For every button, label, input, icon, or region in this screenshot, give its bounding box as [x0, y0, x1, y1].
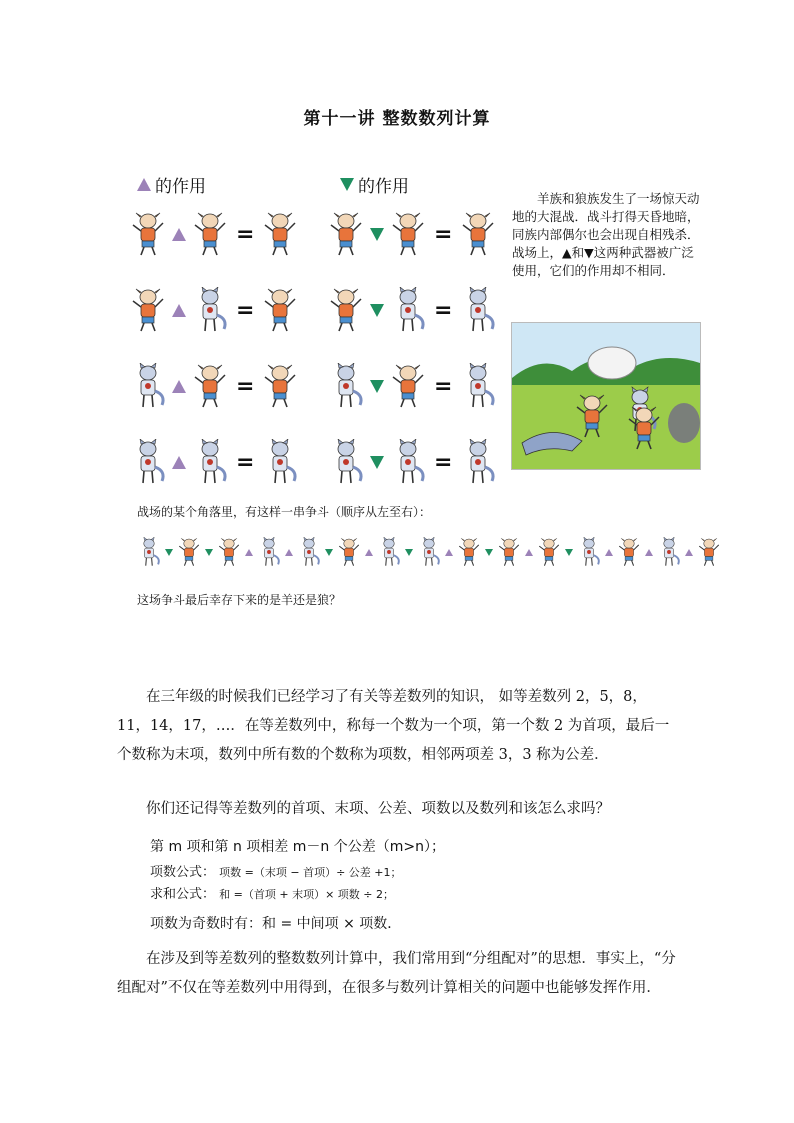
triangle-up-icon — [525, 549, 533, 556]
triangle-down-icon — [370, 228, 384, 241]
rule-row — [326, 436, 498, 488]
sheep-icon — [326, 287, 366, 333]
wolf-icon — [388, 287, 428, 333]
equals-sign: = — [434, 297, 453, 323]
story-text: 羊族和狼族发生了一场惊天动地的大混战．战斗打得天昏地暗，同族内部偶尔也会出现自相残杀．战场上，▲和▼这两种武器被广泛使用，它们的作用却不相同． — [512, 191, 700, 278]
sheep-icon — [216, 537, 242, 567]
sheep-icon — [616, 537, 642, 567]
sheep-icon — [190, 363, 230, 409]
wolf-icon — [576, 537, 602, 567]
triangle-down-icon — [325, 549, 333, 556]
wolf-icon — [388, 439, 428, 485]
formula-difference: 第 m 项和第 n 项相差 m－n 个公差（m>n）； — [150, 839, 445, 855]
sheep-icon — [336, 537, 362, 567]
sheep-icon — [536, 537, 562, 567]
up-rules — [128, 208, 300, 488]
wolf-icon — [296, 537, 322, 567]
sheep-icon — [176, 537, 202, 567]
triangle-down-icon — [405, 549, 413, 556]
triangle-down-icon — [205, 549, 213, 556]
wolf-icon — [376, 537, 402, 567]
paragraph-grouping: 在涉及到等差数列的整数数列计算中，我们常用到“分组配对”的思想．事实上，“分组配对”不仅在等差数列中用得到，在很多与数列计算相关的问题中也能够发挥作用． — [117, 951, 676, 996]
triangle-down-icon — [370, 380, 384, 393]
equals-sign: = — [236, 449, 255, 475]
battle-scene-image — [512, 323, 700, 469]
sheep-icon — [388, 363, 428, 409]
sheep-icon — [496, 537, 522, 567]
formula-odd: 项数为奇数时有：和 = 中间项 × 项数． — [150, 916, 402, 932]
triangle-down-icon — [370, 456, 384, 469]
rule-row — [128, 284, 300, 336]
equals-sign: = — [236, 373, 255, 399]
wolf-icon — [128, 363, 168, 409]
sheep-icon — [388, 211, 428, 257]
wolf-icon — [190, 287, 230, 333]
rule-row — [128, 360, 300, 412]
wolf-icon — [190, 439, 230, 485]
rule-row — [326, 284, 498, 336]
wolf-icon — [326, 363, 366, 409]
sheep-icon — [128, 287, 168, 333]
triangle-up-icon — [137, 178, 151, 191]
sheep-icon — [260, 287, 300, 333]
wolf-icon — [458, 363, 498, 409]
equals-sign: = — [434, 373, 453, 399]
triangle-down-icon — [340, 178, 354, 191]
wolf-icon — [128, 439, 168, 485]
equals-sign: = — [434, 221, 453, 247]
equals-sign: = — [434, 449, 453, 475]
triangle-up-icon — [445, 549, 453, 556]
formula-sum: 求和公式： 和 =（首项 + 末项）× 项数 ÷ 2； — [150, 887, 395, 902]
paragraph-question: 你们还记得等差数列的首项、末项、公差、项数以及数列和该怎么求吗？ — [146, 801, 610, 817]
triangle-down-icon — [370, 304, 384, 317]
sheep-icon — [456, 537, 482, 567]
triangle-down-icon — [565, 549, 573, 556]
sheep-icon — [128, 211, 168, 257]
rule-row — [326, 360, 498, 412]
wolf-icon — [416, 537, 442, 567]
down-rules — [326, 208, 498, 488]
triangle-up-icon — [685, 549, 693, 556]
page-title: 第十一讲 整数数列计算 — [303, 109, 491, 129]
triangle-up-icon — [172, 304, 186, 317]
wolf-icon — [458, 439, 498, 485]
down-rule-heading: 的作用 — [340, 172, 409, 197]
wolf-icon — [256, 537, 282, 567]
wolf-icon — [326, 439, 366, 485]
triangle-up-icon — [245, 549, 253, 556]
equals-sign: = — [236, 221, 255, 247]
triangle-down-icon — [485, 549, 493, 556]
sheep-icon — [260, 211, 300, 257]
wolf-icon — [458, 287, 498, 333]
sheep-icon — [190, 211, 230, 257]
battle-sequence — [136, 537, 722, 567]
rule-row — [128, 208, 300, 260]
triangle-up-icon — [172, 456, 186, 469]
sheep-icon — [260, 363, 300, 409]
triangle-down-icon — [165, 549, 173, 556]
rule-row — [326, 208, 498, 260]
sheep-icon — [458, 211, 498, 257]
wolf-icon — [136, 537, 162, 567]
formula-count: 项数公式： 项数 =（末项 − 首项）÷ 公差 +1； — [150, 865, 402, 880]
wolf-icon — [260, 439, 300, 485]
triangle-up-icon — [285, 549, 293, 556]
battle-intro: 战场的某个角落里，有这样一串争斗（顺序从左至右）： — [137, 505, 432, 519]
up-rule-heading: 的作用 — [137, 172, 206, 197]
sheep-icon — [696, 537, 722, 567]
equals-sign: = — [236, 297, 255, 323]
battle-question: 这场争斗最后幸存下来的是羊还是狼？ — [137, 593, 342, 607]
rule-row — [128, 436, 300, 488]
wolf-icon — [656, 537, 682, 567]
triangle-up-icon — [172, 228, 186, 241]
triangle-up-icon — [172, 380, 186, 393]
triangle-up-icon — [365, 549, 373, 556]
paragraph-intro: 在三年级的时候我们已经学习了有关等差数列的知识， 如等差数列 2，5，8，11，14，17，…．在等差数列中，称每一个数为一个项，第一个数 2 为首项，最后一个数称为末项，数列中所有数的个数称为项数，相邻两项差 3，3 称为公差． — [117, 689, 670, 763]
triangle-up-icon — [645, 549, 653, 556]
triangle-up-icon — [605, 549, 613, 556]
battle-scene-illustration — [511, 322, 701, 470]
sheep-icon — [326, 211, 366, 257]
